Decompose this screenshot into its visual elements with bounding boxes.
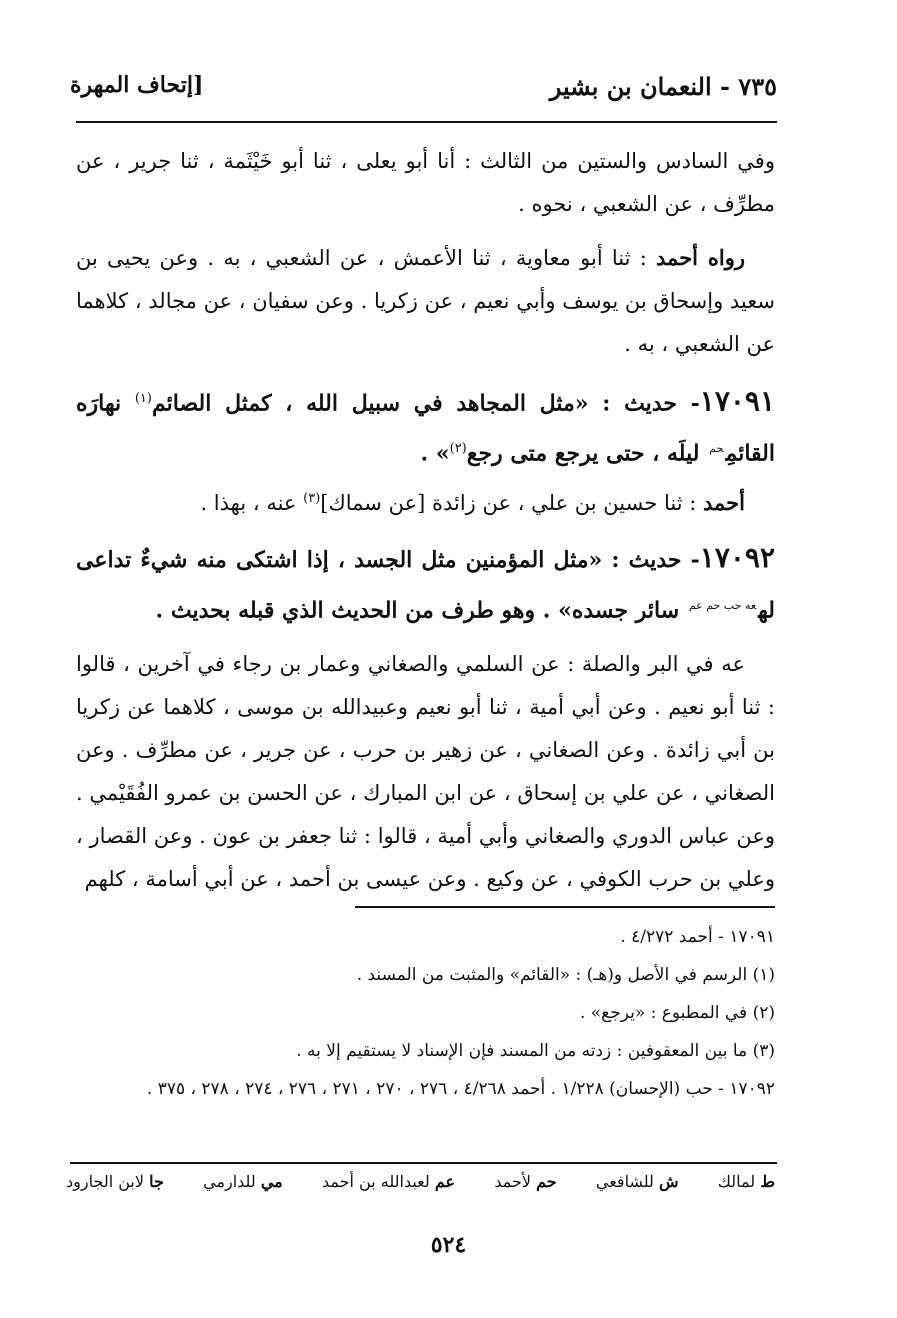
footnote-rule <box>355 906 775 908</box>
paragraph-2-lead: رواه أحمد <box>656 245 745 270</box>
source-lead: أحمد <box>703 489 745 515</box>
hadith-17091-source <box>76 477 775 525</box>
legend-item <box>494 1172 556 1191</box>
legend-name: لمالك <box>717 1172 756 1191</box>
hadith-number: ١٧٠٩١ <box>699 384 775 418</box>
hadith-text: - حديث : «مثل المجاهد في سبيل الله ، كمثل الصائم <box>151 390 700 417</box>
chapter-title: ٧٣٥ - النعمان بن بشير <box>549 72 777 101</box>
page-header <box>70 68 777 108</box>
footnote: (١) الرسم في الأصل و(هـ) : «القائم» والمثبت من المسند . <box>356 965 775 985</box>
hadith-text: » . <box>420 440 450 467</box>
hadith-17091 <box>76 376 775 477</box>
legend-item <box>596 1172 679 1191</box>
source-code: حم <box>709 442 724 456</box>
page-number: ٥٢٤ <box>430 1232 467 1258</box>
book-title: [إتحاف المهرة <box>70 72 204 98</box>
footnote: (٢) في المطبوع : «يرجع» . <box>579 1003 775 1023</box>
hadith-text: - حديث : «مثل المؤمنين مثل الجسد ، إذا اشتكى منه شيءٌ تداعى له <box>76 546 775 623</box>
source-text: عنه ، بهذا . <box>200 490 304 515</box>
legend-code: حم <box>536 1172 557 1191</box>
hadith-17092 <box>76 535 775 633</box>
paragraph-3: عه في البر والصلة : عن السلمي والصغاني وعمار بن رجاء في آخرين ، قالوا : ثنا أبو نعيم . وعن أبي أمية ، ثنا أبو نعيم وعبيدالله بن موسى ، كلاهما عن زكريا بن أبي زائدة . وعن الصغاني ، عن زهير بن حرب ، عن جرير ، عن مطرِّف . وعن الصغاني ، عن علي بن إسحاق ، عن ابن المبارك ، عن الحسن بن عمرو الفُقَيْمي . وعن عباس الدوري والصغاني وأبي أمية ، قالوا : ثنا جعفر بن عون . وعن القصار ، وعلي بن حرب الكوفي ، عن وكيع . وعن عيسى بن أحمد ، عن أبي أسامة ، كلهم <box>76 651 775 891</box>
hadith-text: نهارَه القائمِ <box>76 390 775 467</box>
footnote: ١٧٠٩٢ - حب (الإحسان) ١/٢٢٨ . أحمد ٤/٢٦٨ ، ٢٧٦ ، ٢٧٠ ، ٢٧١ ، ٢٧٦ ، ٢٧٤ ، ٢٧٨ ، ٣٧٥ . <box>146 1079 775 1099</box>
legend-code: ط <box>760 1172 775 1191</box>
hadith-text: ليلَه ، حتى يرجع متى رجع <box>466 440 708 467</box>
source-text: : ثنا حسين بن علي ، عن زائدة [عن سماك] <box>320 490 704 515</box>
legend-name: لعبدالله بن أحمد <box>321 1172 430 1191</box>
legend-name: لأحمد <box>494 1172 531 1191</box>
paragraph-2 <box>76 236 775 366</box>
legend-item <box>718 1172 775 1191</box>
legend-item <box>66 1172 164 1191</box>
source-code: عه حب حم عم <box>688 598 757 612</box>
footnote-ref-1: (١) <box>134 391 152 406</box>
legend-name: للشافعي <box>595 1172 654 1191</box>
hadith-number: ١٧٠٩٢ <box>699 540 775 574</box>
footnote-ref-2: (٢) <box>449 441 467 457</box>
legend-code: ش <box>658 1172 679 1191</box>
legend-code: مي <box>260 1172 283 1191</box>
footnotes <box>76 918 775 1108</box>
abbreviation-legend <box>66 1172 775 1191</box>
legend-name: للدارمي <box>203 1172 256 1191</box>
main-text <box>76 140 775 901</box>
legend-item <box>203 1172 283 1191</box>
legend-rule <box>70 1162 777 1164</box>
header-rule <box>76 121 777 123</box>
paragraph-2-text: : ثنا أبو معاوية ، ثنا الأعمش ، عن الشعبي ، به . وعن يحيى بن سعيد وإسحاق بن يوسف وأبي نعيم ، عن زكريا . وعن سفيان ، عن مجالد ، كلاهما عن الشعبي ، به . <box>76 246 775 356</box>
footnote-ref-3: (٣) <box>303 490 321 506</box>
legend-code: جا <box>149 1172 164 1191</box>
hadith-text: سائر جسده» . وهو طرف من الحديث الذي قبله بحديث . <box>155 596 687 623</box>
paragraph-1: وفي السادس والستين من الثالث : أنا أبو يعلى ، ثنا أبو خَيْثَمة ، ثنا جرير ، عن مطرِّف ، عن الشعبي ، نحوه . <box>76 149 775 216</box>
legend-item <box>322 1172 455 1191</box>
footnote: ١٧٠٩١ - أحمد ٤/٢٧٢ . <box>620 927 775 947</box>
legend-name: لابن الجارود <box>66 1172 144 1191</box>
footnote: (٣) ما بين المعقوفين : زدته من المسند فإن الإسناد لا يستقيم إلا به . <box>296 1041 775 1061</box>
legend-code: عم <box>434 1172 456 1191</box>
